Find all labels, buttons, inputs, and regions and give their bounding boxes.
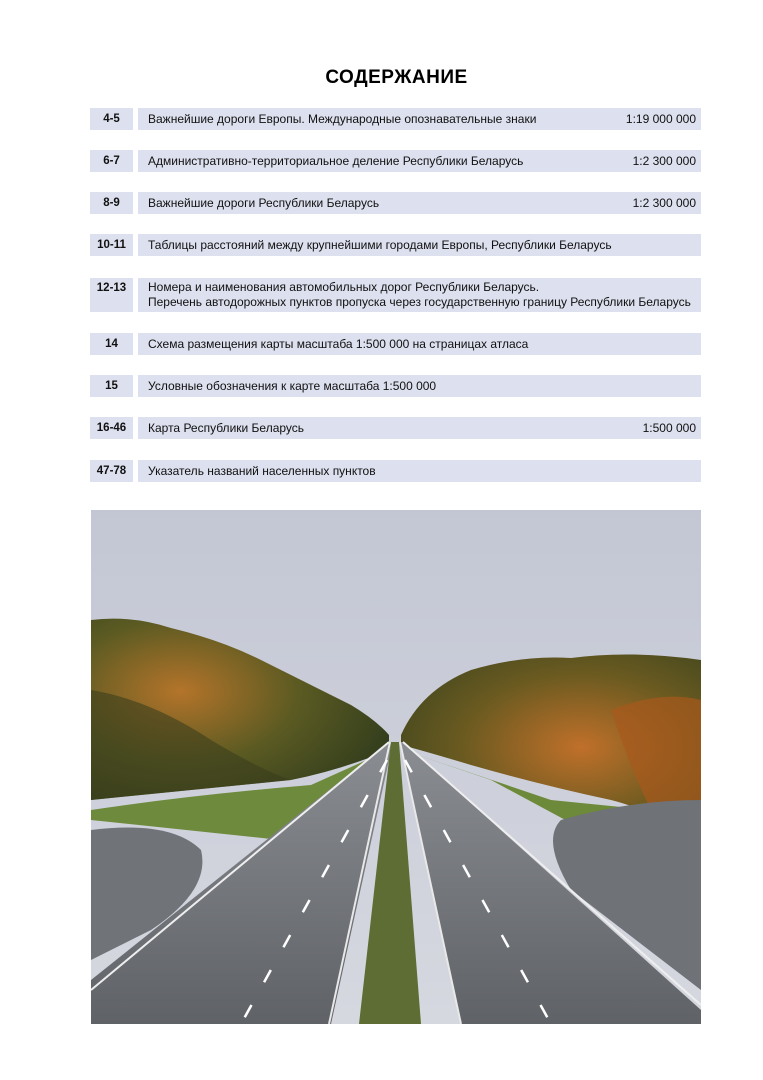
toc-pages: 16-46 [90, 417, 133, 439]
toc-bar [138, 333, 701, 355]
page-title: СОДЕРЖАНИЕ [325, 67, 468, 88]
highway-photo [91, 510, 701, 1024]
toc-scale: 1:2 300 000 [632, 196, 696, 210]
toc-title: Важнейшие дороги Европы. Международные опознавательные знаки [148, 111, 537, 126]
toc-row[interactable] [90, 375, 701, 397]
toc-bar [138, 278, 701, 312]
toc-bar [138, 417, 701, 439]
toc-scale: 1:500 000 [642, 421, 696, 435]
toc-scale: 1:19 000 000 [625, 112, 696, 126]
toc-row[interactable] [90, 278, 701, 312]
toc-bar [138, 460, 701, 482]
toc-row[interactable] [90, 150, 701, 172]
toc-bar [138, 108, 701, 130]
toc-title: Условные обозначения к карте масштаба 1:500 000 [148, 378, 437, 393]
toc-row[interactable] [90, 333, 701, 355]
toc-title: Административно-территориальное деление Республики Беларусь [148, 153, 524, 168]
toc-pages: 12-13 [90, 278, 133, 312]
toc-title: Схема размещения карты масштаба 1:500 000 на страницах атласа [148, 336, 529, 351]
toc-row[interactable] [90, 192, 701, 214]
toc-title: Важнейшие дороги Республики Беларусь [148, 195, 380, 210]
toc-title: Указатель названий населенных пунктов [148, 463, 376, 478]
toc-title: Таблицы расстояний между крупнейшими городами Европы, Республики Беларусь [148, 237, 612, 252]
toc-pages: 47-78 [90, 460, 133, 482]
toc-title: Карта Республики Беларусь [148, 420, 305, 435]
toc-pages: 15 [90, 375, 133, 397]
toc-bar [138, 234, 701, 256]
toc-bar [138, 150, 701, 172]
toc-scale: 1:2 300 000 [632, 154, 696, 168]
toc-row[interactable] [90, 234, 701, 256]
toc-row[interactable] [90, 460, 701, 482]
toc-pages: 4-5 [90, 108, 133, 130]
toc-row[interactable] [90, 108, 701, 130]
toc-row[interactable] [90, 417, 701, 439]
toc-pages: 14 [90, 333, 133, 355]
toc-title-line2: Перечень автодорожных пунктов пропуска через государственную границу Республики Беларусь [148, 295, 691, 309]
highway-illustration [91, 510, 701, 1024]
toc-title: Номера и наименования автомобильных дорог Республики Беларусь. [148, 280, 540, 294]
toc-pages: 10-11 [90, 234, 133, 256]
toc-bar [138, 192, 701, 214]
toc-bar [138, 375, 701, 397]
toc-pages: 6-7 [90, 150, 133, 172]
toc-pages: 8-9 [90, 192, 133, 214]
